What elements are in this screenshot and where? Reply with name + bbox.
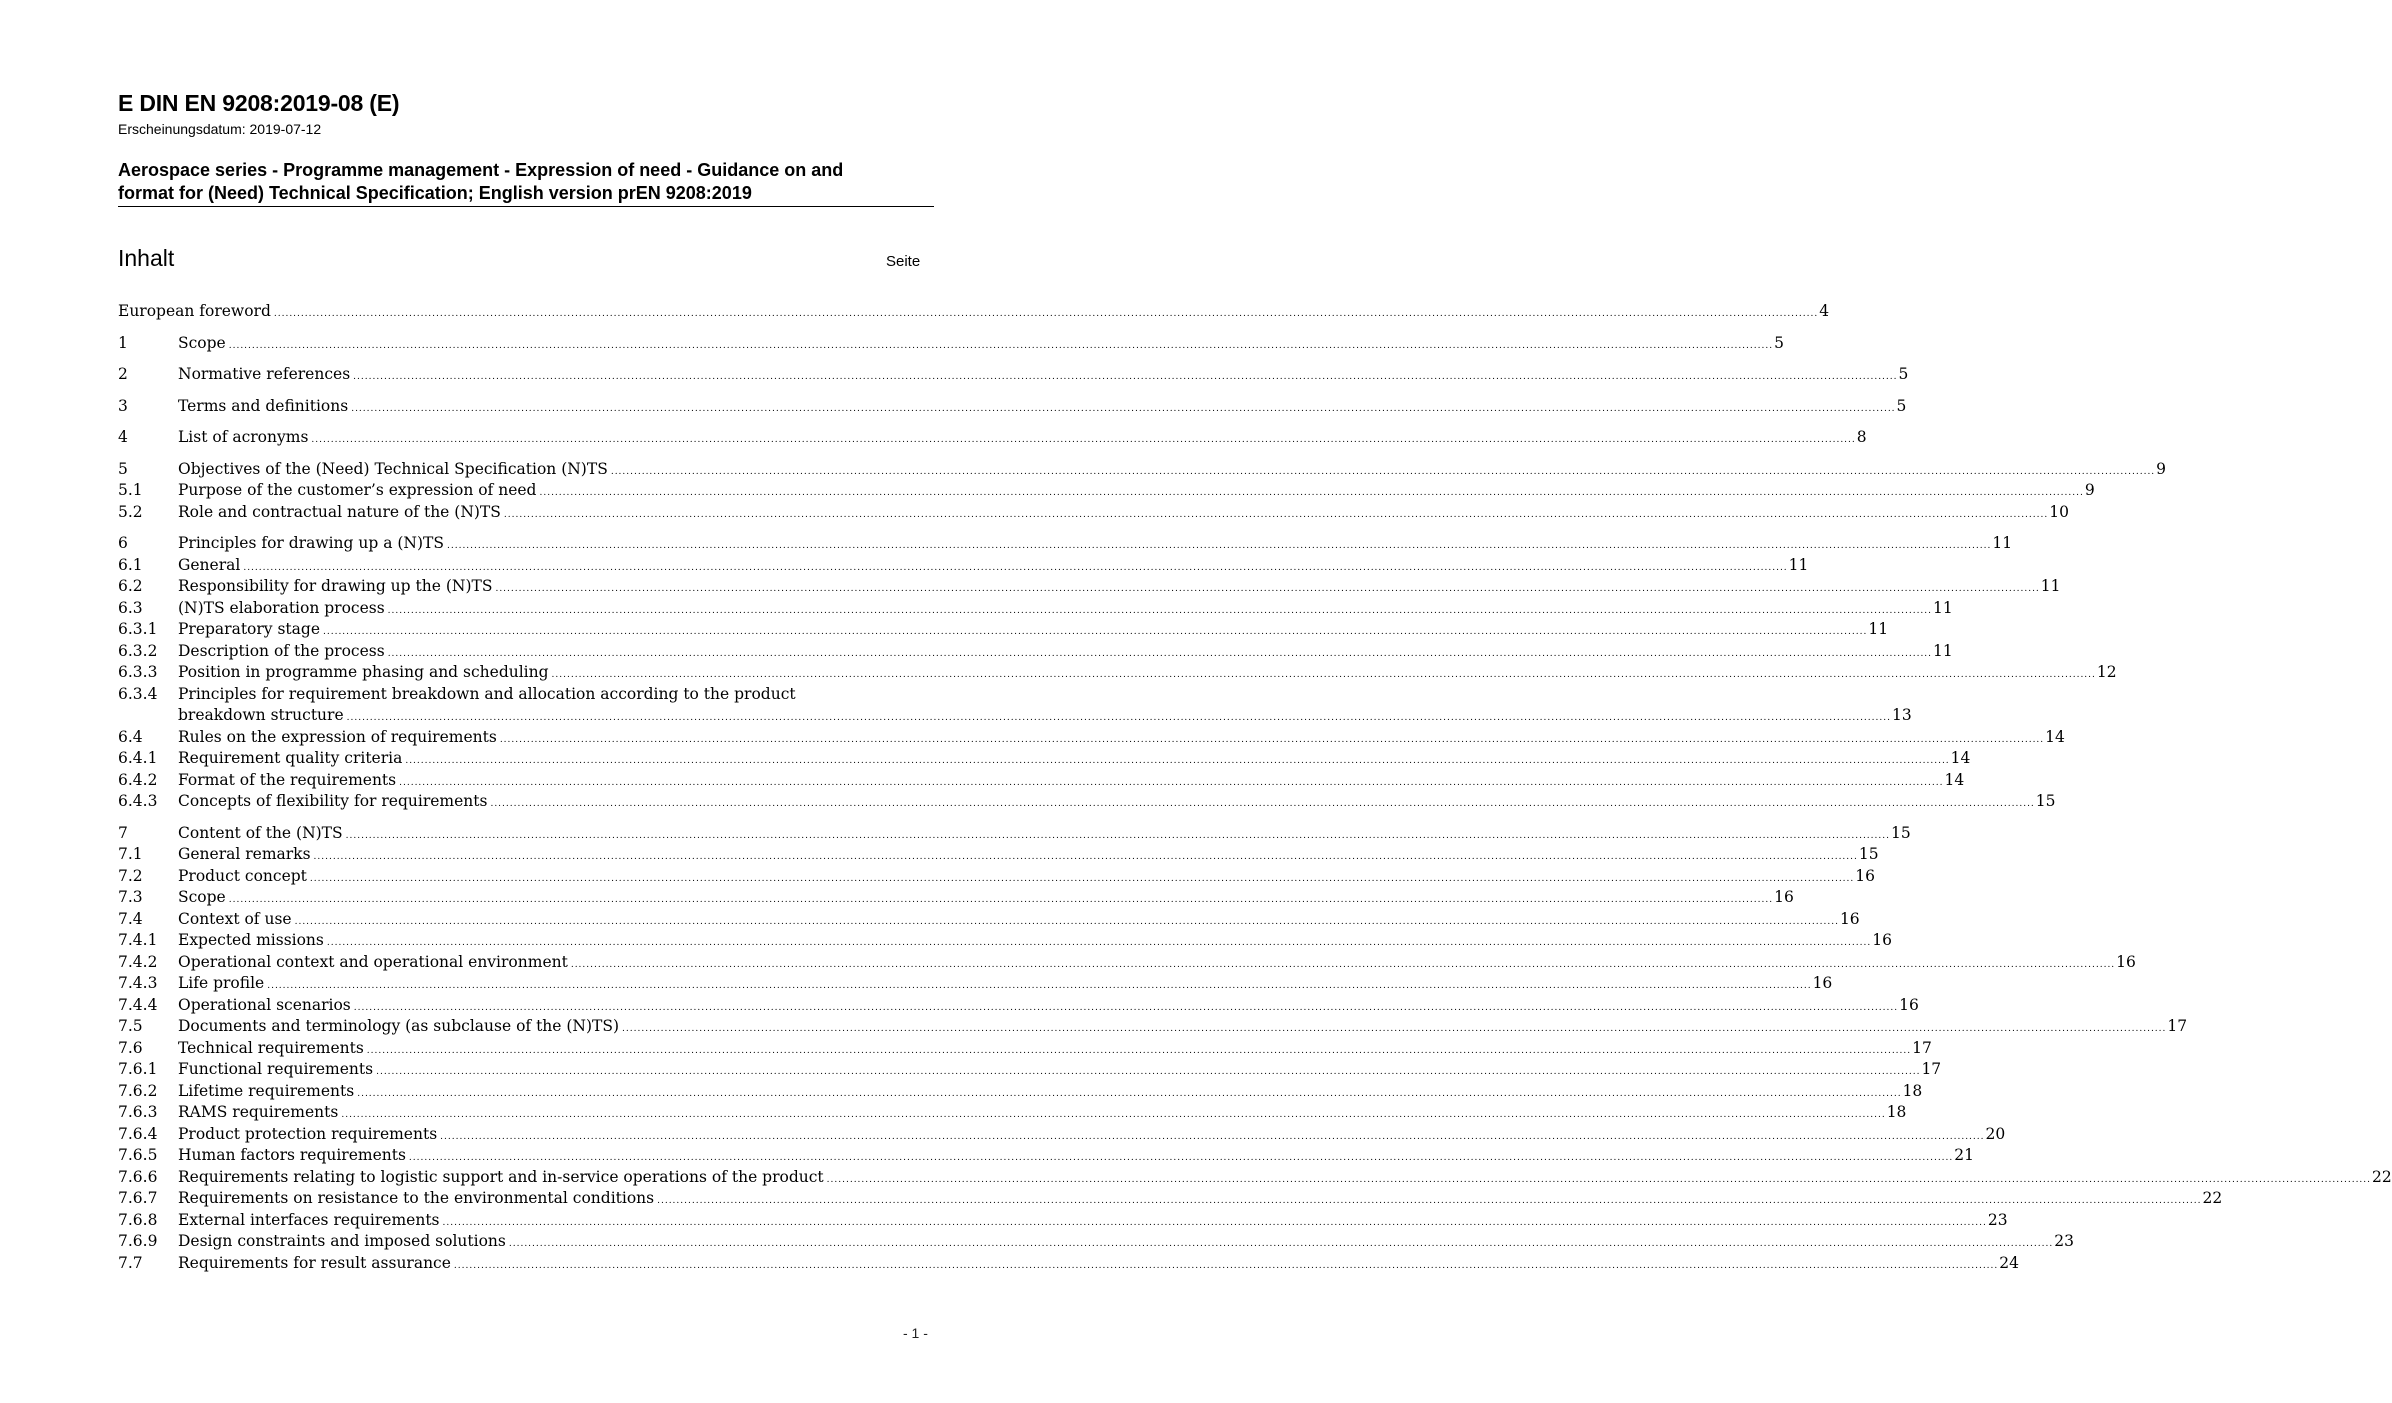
dot-leader: ................................................................................................................................................................................................................................................................................................................................................................................................................ xyxy=(353,1002,1899,1013)
toc-entry-title: Operational context and operational environment xyxy=(178,952,568,971)
toc-entry-title: Design constraints and imposed solutions xyxy=(178,1232,506,1250)
toc-entry-page: 15 xyxy=(2035,792,2056,810)
toc-entry-page: 11 xyxy=(2040,577,2061,595)
dot-leader: ................................................................................................................................................................................................................................................................................................................................................................................................................ xyxy=(228,340,1774,351)
toc-entry-page: 22 xyxy=(2372,1167,2392,1186)
dot-leader: ................................................................................................................................................................................................................................................................................................................................................................................................................ xyxy=(313,852,1858,862)
toc-entry-page: 5 xyxy=(1896,396,1907,415)
dot-leader: ................................................................................................................................................................................................................................................................................................................................................................................................................ xyxy=(357,1088,1902,1099)
toc-entry-page: 16 xyxy=(1899,995,1919,1014)
toc-entry-page: 14 xyxy=(1944,770,1965,789)
toc-entry-number: 7.6.8 xyxy=(118,1210,158,1229)
toc-entry-number: 6.4.1 xyxy=(118,749,158,767)
toc-entry-continuation[interactable] xyxy=(118,706,1912,728)
toc-entry[interactable] xyxy=(118,1081,1923,1104)
toc-entry-number: 5 xyxy=(118,459,128,478)
toc-entry-page: 4 xyxy=(1819,302,1830,320)
toc-entry-title: Requirements relating to logistic support and in-service operations of the product xyxy=(178,1167,824,1186)
toc-entry[interactable] xyxy=(118,931,1892,953)
dot-leader: ................................................................................................................................................................................................................................................................................................................................................................................................................ xyxy=(408,1153,1954,1163)
toc-entry-number: 6.3.2 xyxy=(118,641,158,660)
toc-entry-number: 7.1 xyxy=(118,845,143,863)
toc-entry-page: 11 xyxy=(1933,641,1953,660)
toc-entry-page: 16 xyxy=(1872,931,1892,949)
toc-entry-page: 5 xyxy=(1898,365,1909,383)
toc-entry[interactable] xyxy=(118,663,2117,685)
toc-entry-page: 23 xyxy=(2054,1232,2074,1250)
toc-entry[interactable] xyxy=(118,333,1784,356)
toc-entry[interactable] xyxy=(118,598,1953,621)
toc-entry[interactable] xyxy=(118,641,1953,664)
toc-entry[interactable] xyxy=(118,534,2013,556)
toc-entry-page: 10 xyxy=(2049,502,2069,521)
dot-leader: ................................................................................................................................................................................................................................................................................................................................................................................................................ xyxy=(311,435,1856,445)
toc-entry-title: Product concept xyxy=(178,866,307,885)
toc-entry-number: 6.3.4 xyxy=(118,684,158,703)
toc-entry[interactable] xyxy=(118,823,1911,846)
toc-entry[interactable] xyxy=(118,866,1875,889)
dot-leader: ................................................................................................................................................................................................................................................................................................................................................................................................................ xyxy=(294,916,1839,927)
dot-leader: ................................................................................................................................................................................................................................................................................................................................................................................................................ xyxy=(570,959,2116,970)
toc-entry-number: 7.6.4 xyxy=(118,1124,158,1143)
toc-entry-title: Technical requirements xyxy=(178,1038,364,1057)
dot-leader: ................................................................................................................................................................................................................................................................................................................................................................................................................ xyxy=(345,830,1890,841)
toc-entry-number: 7.4 xyxy=(118,909,143,928)
toc-entry[interactable] xyxy=(118,749,1971,771)
dot-leader: ................................................................................................................................................................................................................................................................................................................................................................................................................ xyxy=(490,799,2035,809)
toc-entry-title: Position in programme phasing and scheduling xyxy=(178,663,549,681)
toc-entry[interactable] xyxy=(118,685,932,707)
title-divider xyxy=(118,206,934,207)
toc-entry-title: Role and contractual nature of the (N)TS xyxy=(178,502,501,521)
toc-entry[interactable] xyxy=(118,1167,2392,1190)
toc-entry-page: 17 xyxy=(1921,1060,1942,1078)
toc-entry-page: 15 xyxy=(1858,845,1879,863)
toc-entry-number: 6.1 xyxy=(118,555,143,574)
toc-entry-number: 7.6.5 xyxy=(118,1146,158,1164)
toc-entry-number: 6.4.3 xyxy=(118,792,158,810)
toc-entry[interactable] xyxy=(118,770,1965,793)
toc-entry[interactable] xyxy=(118,459,2167,482)
toc-entry-page: 11 xyxy=(1933,598,1953,617)
toc-entry-page: 18 xyxy=(1902,1081,1923,1100)
toc-entry-page: 11 xyxy=(1788,555,1809,574)
toc-entry-title: Principles for requirement breakdown and allocation according to the product xyxy=(178,684,796,703)
toc-entry[interactable] xyxy=(118,909,1860,932)
toc-entry-number: 7.6.1 xyxy=(118,1060,158,1078)
toc-entry-title: Requirements for result assurance xyxy=(178,1253,451,1272)
toc-entry[interactable] xyxy=(118,365,1909,387)
toc-entry-number: 6 xyxy=(118,534,128,552)
dot-leader: ................................................................................................................................................................................................................................................................................................................................................................................................................ xyxy=(366,1045,1912,1056)
toc-entry-page: 16 xyxy=(1855,866,1875,885)
toc-entry-title: Documents and terminology (as subclause of the (N)TS) xyxy=(178,1017,620,1035)
toc-entry[interactable] xyxy=(118,428,1867,450)
toc-entry[interactable] xyxy=(118,1189,2223,1211)
toc-entry-title: RAMS requirements xyxy=(178,1103,339,1121)
toc-entry-page: 16 xyxy=(2116,952,2136,971)
toc-entry-title: Expected missions xyxy=(178,931,324,949)
toc-entry[interactable] xyxy=(118,302,1830,324)
toc-entry-number: 5.2 xyxy=(118,502,143,521)
toc-entry-title: Requirements on resistance to the environmental conditions xyxy=(178,1189,655,1207)
toc-entry-page: 16 xyxy=(1774,888,1794,906)
page-number: - 1 - xyxy=(903,1325,928,1341)
toc-entry[interactable] xyxy=(118,481,2095,503)
toc-entry-page: 8 xyxy=(1856,428,1867,446)
toc-entry-title: Rules on the expression of requirements xyxy=(178,727,497,746)
toc-entry-number: 6.4.2 xyxy=(118,770,158,789)
toc-entry-number: 4 xyxy=(118,428,128,446)
toc-entry-number: 7.6.3 xyxy=(118,1103,158,1121)
toc-entry-page: 14 xyxy=(2045,727,2065,746)
toc-entry-title: Requirement quality criteria xyxy=(178,749,403,767)
toc-entry-number: 6.4 xyxy=(118,727,143,746)
dot-leader: ................................................................................................................................................................................................................................................................................................................................................................................................................ xyxy=(508,1239,2054,1249)
dot-leader: ................................................................................................................................................................................................................................................................................................................................................................................................................ xyxy=(399,777,1944,788)
toc-entry-number: 6.2 xyxy=(118,577,143,595)
toc-entry[interactable] xyxy=(118,995,1919,1018)
toc-entry[interactable] xyxy=(118,845,1879,867)
toc-entry[interactable] xyxy=(118,1124,2006,1147)
dot-leader: ................................................................................................................................................................................................................................................................................................................................................................................................................ xyxy=(826,1174,2372,1185)
dot-leader: ................................................................................................................................................................................................................................................................................................................................................................................................................ xyxy=(387,605,1933,616)
toc-entry-number: 6.3.1 xyxy=(118,620,158,638)
toc-entry-number: 7.6 xyxy=(118,1038,143,1057)
toc-entry-number: 2 xyxy=(118,365,128,383)
toc-entry-number: 7.4.3 xyxy=(118,974,158,992)
toc-entry-title: European foreword xyxy=(118,302,271,320)
toc-entry-page: 21 xyxy=(1954,1146,1974,1164)
toc-entry-page: 24 xyxy=(1999,1253,2019,1272)
toc-entry-title: Life profile xyxy=(178,974,265,992)
toc-entry-title: Responsibility for drawing up the (N)TS xyxy=(178,577,493,595)
toc-entry-number: 7.6.6 xyxy=(118,1167,158,1186)
toc-entry-page: 23 xyxy=(1987,1210,2008,1229)
toc-entry-page: 20 xyxy=(1985,1124,2006,1143)
toc-entry[interactable] xyxy=(118,1103,1907,1125)
toc-entry-title: Terms and definitions xyxy=(178,396,349,415)
dot-leader: ................................................................................................................................................................................................................................................................................................................................................................................................................ xyxy=(267,981,1812,991)
dot-leader: ................................................................................................................................................................................................................................................................................................................................................................................................................ xyxy=(353,372,1898,382)
toc-entry-title: Objectives of the (Need) Technical Specification (N)TS xyxy=(178,459,608,478)
dot-leader: ................................................................................................................................................................................................................................................................................................................................................................................................................ xyxy=(228,895,1774,905)
toc-entry-page: 17 xyxy=(2167,1017,2188,1035)
dot-leader: ................................................................................................................................................................................................................................................................................................................................................................................................................ xyxy=(387,648,1933,659)
dot-leader: ................................................................................................................................................................................................................................................................................................................................................................................................................ xyxy=(341,1110,1886,1120)
dot-leader: ................................................................................................................................................................................................................................................................................................................................................................................................................ xyxy=(453,1260,1999,1271)
toc-entry[interactable] xyxy=(118,727,2065,750)
toc-entry-page: 12 xyxy=(2096,663,2117,681)
toc-entry-title-continued: breakdown structure xyxy=(178,706,344,724)
toc-entry-title: (N)TS elaboration process xyxy=(178,598,385,617)
dot-leader: ................................................................................................................................................................................................................................................................................................................................................................................................................ xyxy=(503,509,2049,520)
toc-entry[interactable] xyxy=(118,1253,2019,1276)
toc-entry-title: Purpose of the customer’s expression of need xyxy=(178,481,537,499)
toc-entry-title: Concepts of flexibility for requirements xyxy=(178,792,488,810)
toc-entry[interactable] xyxy=(118,396,1907,419)
toc-entry[interactable] xyxy=(118,792,2056,814)
dot-leader: ................................................................................................................................................................................................................................................................................................................................................................................................................ xyxy=(440,1131,1985,1142)
document-title xyxy=(118,159,934,205)
toc-entry-title: Format of the requirements xyxy=(178,770,397,789)
dot-leader: ................................................................................................................................................................................................................................................................................................................................................................................................................ xyxy=(539,488,2084,498)
toc-entry-page: 17 xyxy=(1912,1038,1932,1057)
dot-leader: ................................................................................................................................................................................................................................................................................................................................................................................................................ xyxy=(499,734,2045,745)
toc-page-column-label: Seite xyxy=(886,253,921,270)
toc-entry-title: General remarks xyxy=(178,845,311,863)
toc-entry-number: 7.6.9 xyxy=(118,1232,158,1250)
toc-entry-page: 9 xyxy=(2156,459,2167,478)
toc-entry-number: 6.3.3 xyxy=(118,663,158,681)
table-of-contents xyxy=(118,302,2392,1275)
toc-entry[interactable] xyxy=(118,1038,1932,1061)
toc-entry-number: 5.1 xyxy=(118,481,143,499)
dot-leader: ................................................................................................................................................................................................................................................................................................................................................................................................................ xyxy=(622,1024,2167,1034)
toc-entry-number: 6.3 xyxy=(118,598,143,617)
dot-leader: ................................................................................................................................................................................................................................................................................................................................................................................................................ xyxy=(610,466,2156,477)
toc-entry-title: List of acronyms xyxy=(178,428,309,446)
dot-leader: ................................................................................................................................................................................................................................................................................................................................................................................................................ xyxy=(551,670,2096,680)
dot-leader: ................................................................................................................................................................................................................................................................................................................................................................................................................ xyxy=(495,584,2040,594)
toc-entry-title: Scope xyxy=(178,333,226,352)
toc-entry-title: Normative references xyxy=(178,365,351,383)
toc-entry-number: 7 xyxy=(118,823,128,842)
toc-entry[interactable] xyxy=(118,1146,1974,1168)
toc-entry[interactable] xyxy=(118,1060,1942,1082)
toc-entry[interactable] xyxy=(118,1232,2074,1254)
toc-entry[interactable] xyxy=(118,502,2069,525)
toc-entry-page: 22 xyxy=(2202,1189,2223,1207)
dot-leader: ................................................................................................................................................................................................................................................................................................................................................................................................................ xyxy=(273,309,1819,319)
toc-entry-number: 7.6.7 xyxy=(118,1189,158,1207)
toc-entry[interactable] xyxy=(118,555,1809,578)
toc-entry-title: Human factors requirements xyxy=(178,1146,406,1164)
toc-entry-title: Operational scenarios xyxy=(178,995,351,1014)
document-title-line-1: Aerospace series - Programme management - Expression of need - Guidance on and xyxy=(118,160,844,180)
toc-entry-title: Preparatory stage xyxy=(178,620,320,638)
dot-leader: ................................................................................................................................................................................................................................................................................................................................................................................................................ xyxy=(405,756,1950,766)
toc-entry-title: Context of use xyxy=(178,909,292,928)
toc-entry-number: 7.4.4 xyxy=(118,995,158,1014)
toc-entry-title: Content of the (N)TS xyxy=(178,823,343,842)
toc-entry[interactable] xyxy=(118,620,1889,642)
toc-entry-page: 13 xyxy=(1891,706,1912,724)
toc-entry[interactable] xyxy=(118,577,2061,599)
toc-entry-number: 1 xyxy=(118,333,128,352)
toc-entry-page: 16 xyxy=(1839,909,1860,928)
toc-entry-title: Description of the process xyxy=(178,641,385,660)
toc-entry-title: Product protection requirements xyxy=(178,1124,438,1143)
toc-entry-page: 11 xyxy=(1992,534,2013,552)
dot-leader: ................................................................................................................................................................................................................................................................................................................................................................................................................ xyxy=(243,562,1788,573)
toc-entry-page: 14 xyxy=(1950,749,1971,767)
dot-leader: ................................................................................................................................................................................................................................................................................................................................................................................................................ xyxy=(376,1067,1921,1077)
dot-leader: ................................................................................................................................................................................................................................................................................................................................................................................................................ xyxy=(309,873,1855,884)
dot-leader: ................................................................................................................................................................................................................................................................................................................................................................................................................ xyxy=(326,938,1872,948)
toc-entry-title: General xyxy=(178,555,241,574)
toc-heading: Inhalt xyxy=(118,245,175,271)
toc-entry-page: 5 xyxy=(1774,333,1784,352)
publication-date: Erscheinungsdatum: 2019-07-12 xyxy=(118,121,322,137)
dot-leader: ................................................................................................................................................................................................................................................................................................................................................................................................................ xyxy=(447,541,1992,551)
toc-entry-page: 16 xyxy=(1812,974,1833,992)
toc-entry-title: External interfaces requirements xyxy=(178,1210,440,1229)
toc-entry-title: Principles for drawing up a (N)TS xyxy=(178,534,444,552)
toc-entry[interactable] xyxy=(118,1210,2008,1233)
toc-entry-title: Functional requirements xyxy=(178,1060,374,1078)
toc-entry-number: 7.2 xyxy=(118,866,143,885)
toc-entry[interactable] xyxy=(118,1017,2188,1039)
toc-entry-number: 7.4.2 xyxy=(118,952,158,971)
dot-leader: ................................................................................................................................................................................................................................................................................................................................................................................................................ xyxy=(442,1217,1987,1228)
toc-entry-number: 3 xyxy=(118,396,128,415)
dot-leader: ................................................................................................................................................................................................................................................................................................................................................................................................................ xyxy=(346,713,1891,723)
toc-entry[interactable] xyxy=(118,888,1794,910)
toc-entry[interactable] xyxy=(118,974,1833,996)
dot-leader: ................................................................................................................................................................................................................................................................................................................................................................................................................ xyxy=(351,403,1896,414)
toc-entry-number: 7.5 xyxy=(118,1017,143,1035)
toc-entry-page: 15 xyxy=(1890,823,1911,842)
dot-leader: ................................................................................................................................................................................................................................................................................................................................................................................................................ xyxy=(323,627,1868,637)
toc-entry[interactable] xyxy=(118,952,2136,975)
toc-entry-number: 7.7 xyxy=(118,1253,143,1272)
toc-entry-page: 11 xyxy=(1868,620,1889,638)
toc-entry-number: 7.6.2 xyxy=(118,1081,158,1100)
document-title-line-2: format for (Need) Technical Specification; English version prEN 9208:2019 xyxy=(118,183,752,203)
document-id: E DIN EN 9208:2019-08 (E) xyxy=(118,90,400,116)
toc-entry-number: 7.4.1 xyxy=(118,931,158,949)
toc-entry-page: 9 xyxy=(2084,481,2095,499)
toc-entry-title: Lifetime requirements xyxy=(178,1081,355,1100)
toc-entry-number: 7.3 xyxy=(118,888,143,906)
toc-entry-title: Scope xyxy=(178,888,226,906)
dot-leader: ................................................................................................................................................................................................................................................................................................................................................................................................................ xyxy=(657,1196,2202,1206)
toc-entry-page: 18 xyxy=(1886,1103,1907,1121)
